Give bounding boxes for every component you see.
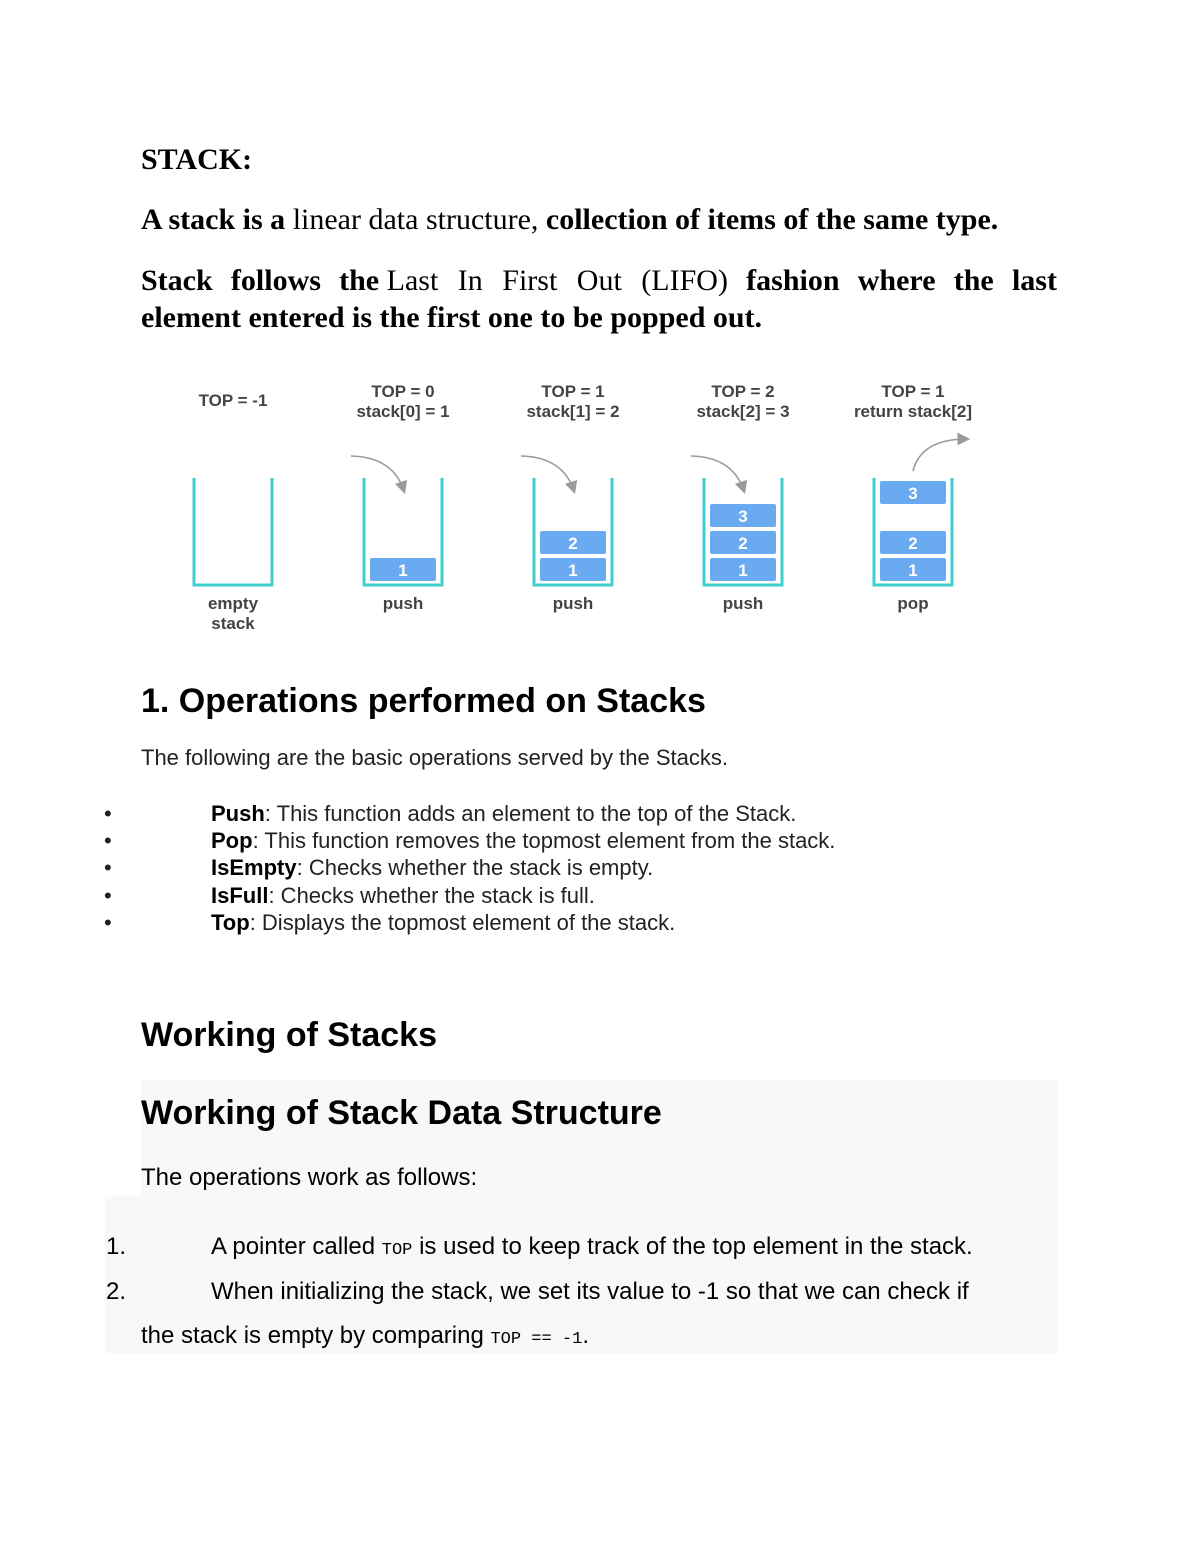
operation-desc: : Displays the topmost element of the stack. [249,909,676,935]
diagram-action-label: empty [207,594,259,613]
operation-desc: : This function removes the topmost element from the stack. [252,828,836,854]
intro-sentence-2 [141,262,1057,336]
intro-text: A stack is a [141,203,286,236]
bullet-icon: • [104,828,112,854]
operations-follow-intro: The operations work as follows: [141,1164,478,1191]
operation-item [100,827,1000,854]
pop-arrow-icon [913,439,967,471]
operation-desc: : Checks whether the stack is empty. [296,855,654,881]
popped-element-value: 3 [908,484,918,503]
step-text-part: is used to keep track of the top element in the stack. [419,1233,973,1260]
code-top: TOP [381,1241,413,1260]
stack-element-value: 2 [568,534,578,553]
operation-term: Pop [211,828,253,854]
diagram-action-label: push [552,594,594,613]
diagram-action-label: pop [897,594,929,613]
subheading-working-ds: Working of Stack Data Structure [141,1094,662,1132]
diagram-sub-label: stack[2] = 3 [696,402,790,421]
operation-item [100,882,1000,909]
diagram-top-label: TOP = 1 [881,382,945,401]
step-text-part: the stack is empty by comparing [141,1322,484,1349]
step-item-2 [106,1278,1056,1312]
step-item-1 [106,1233,1056,1267]
operation-desc: : Checks whether the stack is full. [268,882,595,908]
step-number: 2. [106,1278,127,1305]
bullet-icon: • [104,882,112,908]
step-text [211,1233,973,1261]
bullet-icon: • [104,909,112,935]
section-heading-working: Working of Stacks [141,1016,437,1054]
push-arrow-icon [351,456,404,491]
diagram-top-label: TOP = 1 [541,382,605,401]
operation-desc: : This function adds an element to the top of the Stack. [264,801,797,826]
intro-word: fashion [746,264,840,297]
stack-element-value: 1 [568,561,578,580]
step-text-part: . [582,1322,589,1349]
bullet-icon: • [104,801,112,826]
intro-word: the [953,264,994,297]
step-number: 1. [106,1233,127,1260]
stack-container [194,478,272,585]
stack-element-value: 1 [908,561,918,580]
intro-word: last [1011,264,1057,297]
stack-diagram [170,375,1010,640]
operation-item [100,854,1000,881]
intro-lifo-phrase [339,262,728,299]
step-text-line-1: When initializing the stack, we set its value to -1 so that we can check if [211,1278,969,1305]
intro-word: where [857,264,936,297]
intro-sentence-2-line-1 [141,262,1057,299]
intro-text-plain: linear data structure, [292,203,539,236]
diagram-top-label: TOP = -1 [198,391,268,410]
stack-element-value: 1 [398,561,408,580]
stack-element-value: 2 [738,534,748,553]
intro-sentence-1 [141,203,998,237]
operation-term: Top [211,909,250,935]
step-item-2-continued [141,1322,589,1350]
diagram-action-label: push [722,594,764,613]
operation-item [100,800,1000,827]
diagram-sub-label: stack[0] = 1 [356,402,450,421]
document-title: STACK: [141,143,253,176]
diagram-sub-label: stack[1] = 2 [526,402,620,421]
bullet-icon: • [104,855,112,881]
intro-sentence-2-line-2: element entered is the first one to be popped out. [141,301,763,334]
stack-element-value: 1 [738,561,748,580]
operation-term: Push [211,801,265,826]
intro-word: the [339,264,380,297]
diagram-action-label: push [382,594,424,613]
operation-text [211,882,595,909]
intro-word: Stack [141,264,213,297]
diagram-content [194,382,972,633]
operation-text [211,854,653,881]
operations-intro: The following are the basic operations served by the Stacks. [141,745,728,770]
push-arrow-icon [691,456,744,491]
lifo-text: Last In First Out (LIFO) [386,264,728,297]
operation-term: IsFull [211,882,269,908]
step-text-part: A pointer called [211,1233,376,1260]
intro-text: collection of items of the same type. [545,203,999,236]
intro-word: follows [230,264,321,297]
stack-element-value: 2 [908,534,918,553]
stack-element-value: 3 [738,507,748,526]
operation-item [100,909,1000,936]
diagram-sub-label: return stack[2] [853,402,973,421]
push-arrow-icon [521,456,574,491]
operation-term: IsEmpty [211,855,297,881]
operation-text [211,909,675,936]
section-heading-operations: 1. Operations performed on Stacks [141,682,706,720]
diagram-top-label: TOP = 0 [371,382,435,401]
diagram-top-label: TOP = 2 [711,382,775,401]
operation-text [211,827,835,854]
code-top-compare: TOP == -1 [490,1330,583,1349]
operation-text [211,800,796,827]
diagram-action-label: stack [211,614,255,633]
operations-list [100,800,1000,936]
